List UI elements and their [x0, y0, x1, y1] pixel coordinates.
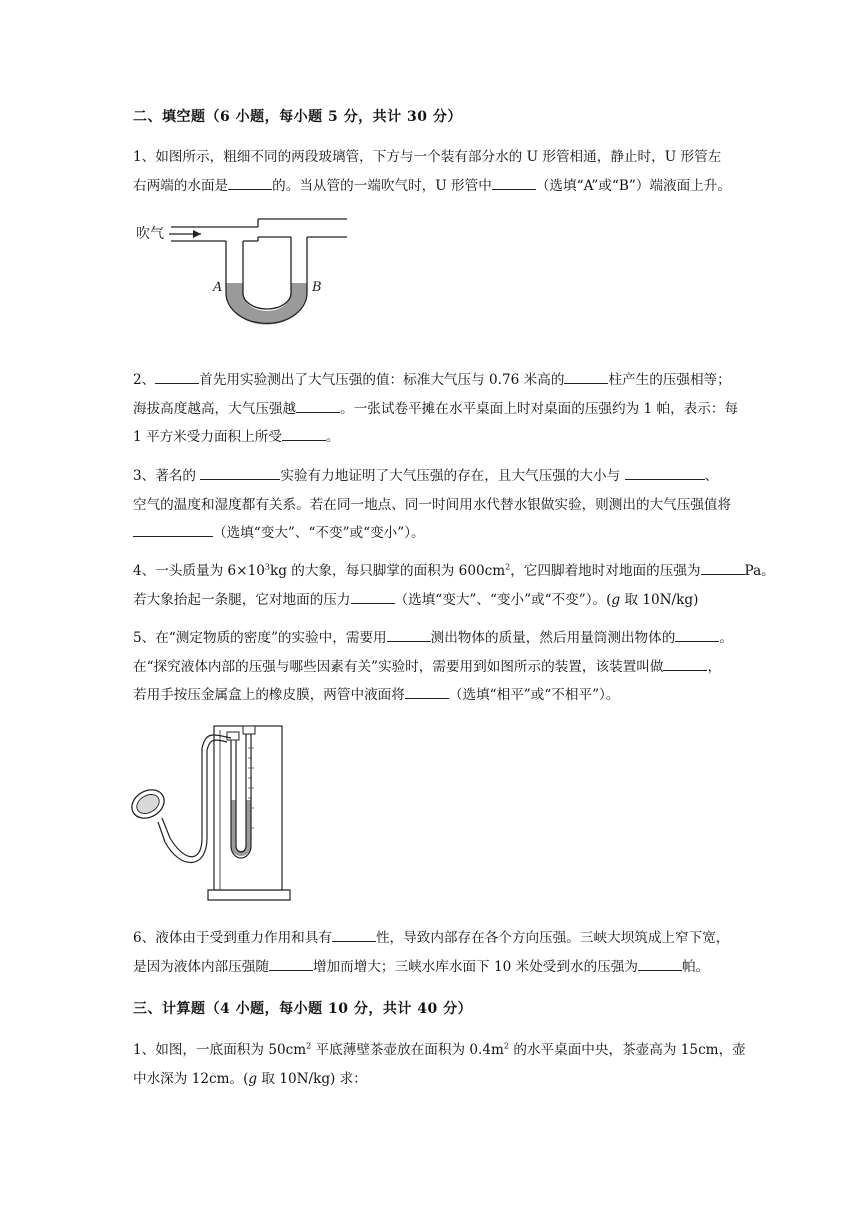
- section-title-calculation: 三、计算题（4 小题，每小题 10 分，共计 40 分）: [133, 1001, 473, 1017]
- blank: [701, 559, 745, 575]
- blank: [296, 397, 340, 413]
- question-6: 6、液体由于受到重力作用和具有 性，导致内部存在各个方向压强。三峡大坝筑成上窄下宽， 是因为液体内部压强随 增加而增大；三峡水库水面下 10 米处受到水的压强为 帕。: [133, 924, 813, 981]
- blank: [492, 174, 536, 190]
- blank: [282, 425, 326, 441]
- blank: [133, 521, 213, 537]
- blank: [638, 955, 682, 971]
- figure-label-a: A: [213, 280, 223, 295]
- u-tube-figure: [133, 213, 353, 328]
- blank: [351, 588, 395, 604]
- u-tube-water: [226, 283, 307, 325]
- figure-label-blow: 吹气: [136, 226, 164, 242]
- blank: [663, 655, 707, 671]
- blank: [228, 174, 272, 190]
- q1-line1: 1、如图所示，粗细不同的两段玻璃管，下方与一个装有部分水的 U 形管相通，静止时，U 形管左: [133, 149, 722, 165]
- blank: [332, 926, 376, 942]
- figure-label-b: B: [312, 280, 322, 295]
- blank: [269, 955, 313, 971]
- blank: [625, 464, 705, 480]
- question-4: 4、一头质量为 $6\times 10^3kg$ 的大象，每只脚掌的面积为 $600cm^2$，它四脚着地时对地面的压强为 Pa。 若大象抬起一条腿，它对地面的压力 （选填“变大”、“变小”或“不变”）。(g 取 10N/kg): [133, 557, 813, 614]
- question-3: 3、著名的 实验有力地证明了大气压强的存在，且大气压强的大小与 、 空气的温度和湿度都有关系。若在同一地点、同一时间用水代替水银做实验，则测出的大气压强值将 （选填“变大”、“不变”或“变小”）。: [133, 462, 813, 548]
- question-2: 2、 首先用实验测出了大气压强的值：标准大气压与 0.76 米高的 柱产生的压强相等； 海拔高度越高，大气压强越 。一张试卷平摊在水平桌面上时对桌面的压强约为 1 帕，表示：每 1 平方米受力面积上所受 。: [133, 366, 813, 452]
- question-5: 5、在“测定物质的密度”的实验中，需要用 测出物体的质量，然后用量筒测出物体的 。 在“探究液体内部的压强与哪些因素有关”实验时，需要用到如图所示的装置，该装置叫做 ， 若用手按压金属盒上的橡皮膜，两管中液面将 （选填“相平”或“不相平”）。: [133, 624, 813, 710]
- q1-line2: 右两端的水面是 的。当从管的一端吹气时，U 形管中 （选填“A”或“B”）端液面上升。: [133, 172, 813, 201]
- blank: [405, 683, 449, 699]
- blank: [155, 368, 199, 384]
- question-1: [133, 143, 813, 200]
- section-title-fill-in: 二、填空题（6 小题，每小题 5 分，共计 30 分）: [133, 109, 462, 125]
- blank: [675, 626, 719, 642]
- blank: [200, 464, 280, 480]
- arrow-head-icon: [193, 230, 201, 238]
- blank: [564, 368, 608, 384]
- manometer-figure: [130, 718, 300, 908]
- blank: [387, 626, 431, 642]
- calc-question-1: 1、如图，一底面积为 $50cm^2$ 平底薄壁茶壶放在面积为 $0.4m^2$ 的水平桌面中央，茶壶高为 15cm，壶 中水深为 12cm。(g 取 10N/kg) 求：: [133, 1041, 746, 1087]
